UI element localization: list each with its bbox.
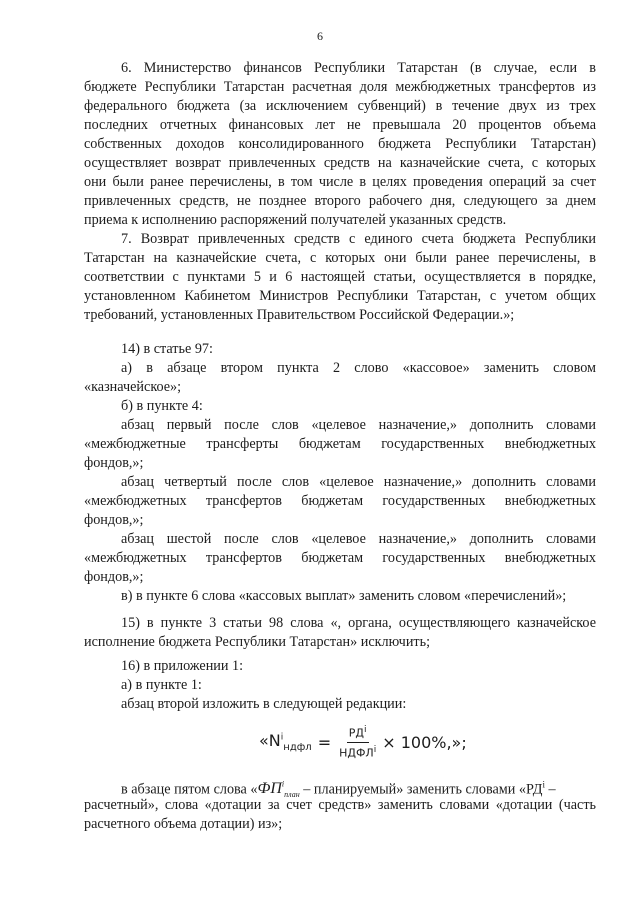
text-line: «межбюджетных трансфертов бюджетам государственных внебюджетных bbox=[84, 493, 596, 509]
text-line: абзац четвертый после слов «целевое назначение,» дополнить словами bbox=[121, 474, 596, 490]
text-line: «межбюджетных трансфертов бюджетам государственных внебюджетных bbox=[84, 550, 596, 566]
text-line: а) в абзаце втором пункта 2 слово «кассовое» заменить словом bbox=[121, 360, 596, 376]
text-line: а) в пункте 1: bbox=[121, 677, 202, 693]
text-line: абзац шестой после слов «целевое назначение,» дополнить словами bbox=[121, 531, 596, 547]
text-line: фондов,»; bbox=[84, 512, 144, 528]
text-line: абзац второй изложить в следующей редакции: bbox=[121, 696, 407, 712]
formula-equals: = bbox=[317, 732, 332, 752]
page-number: 6 bbox=[317, 29, 323, 43]
text-line: 14) в статье 97: bbox=[121, 341, 213, 357]
text-line: «казначейское»; bbox=[84, 379, 182, 395]
text-line: 6. Министерство финансов Республики Татарстан (в случае, если в bbox=[121, 60, 596, 76]
text-line: федерального бюджета (за исключением субвенций) в течение двух из трех bbox=[84, 98, 596, 114]
text-line: 15) в пункте 3 статьи 98 слова «, органа, осуществляющего казначейское bbox=[121, 615, 596, 631]
text-line: в) в пункте 6 слова «кассовых выплат» заменить словом «перечислений»; bbox=[121, 588, 567, 604]
formula bbox=[259, 725, 467, 759]
fraction-numerator: $РД^i$ bbox=[347, 725, 369, 743]
text-line: б) в пункте 4: bbox=[121, 398, 203, 414]
formula-fraction bbox=[339, 725, 376, 759]
fp-plan-symbol: $ФП^i_{план}$ bbox=[257, 780, 300, 800]
text-line: абзац первый после слов «целевое назначение,» дополнить словами bbox=[121, 417, 596, 433]
text-line: «межбюджетные трансферты бюджетам государственных внебюджетных bbox=[84, 436, 596, 452]
text-line: осуществляет возврат привлеченных средств на казначейские счета, с которых bbox=[84, 155, 596, 171]
text-line: 16) в приложении 1: bbox=[121, 658, 244, 674]
text-line: привлеченных средств, не позднее второго рабочего дня, следующего за днем bbox=[84, 193, 596, 209]
fraction-denominator: НДФЛ$^i$ bbox=[339, 744, 377, 760]
text-line: фондов,»; bbox=[84, 455, 144, 471]
text-line: фондов,»; bbox=[84, 569, 144, 585]
text-line: бюджете Республики Татарстан расчетная доля межбюджетных трансфертов из bbox=[84, 79, 596, 95]
text-line: соответствии с пунктами 5 и 6 настоящей статьи, осуществляется в порядке, bbox=[84, 269, 596, 285]
text-line: Татарстан на казначейские счета, с которых они были ранее перечислены, в bbox=[84, 250, 596, 266]
text-line: приема к исполнению распоряжений получателей указанных средств. bbox=[84, 212, 507, 228]
text-line: расчетного объема дотации) из»; bbox=[84, 816, 283, 832]
text-line: собственных доходов консолидированного бюджета Республики Татарстан) bbox=[84, 136, 596, 152]
text-line: последних отчетных финансовых лет не превышала 20 процентов объема bbox=[84, 117, 596, 133]
text-line: 7. Возврат привлеченных средств с единого счета бюджета Республики bbox=[121, 231, 596, 247]
formula-lhs: «$N^i_{ндфл}$ bbox=[259, 731, 312, 754]
text-line: требований, установленных Правительством Российской Федерации.»; bbox=[84, 307, 515, 323]
text-line: они были ранее перечислены, в том числе в целях проведения операций за счет bbox=[84, 174, 596, 190]
text-line: расчетный», слова «дотации за счет средств» заменить словами «дотации (часть bbox=[84, 797, 596, 813]
formula-tail: × 100%,»; bbox=[382, 732, 467, 752]
text-line: в абзаце пятом слова «$ФП^i_{план}$ – планируемый» заменить словами «$РД^i$ – bbox=[121, 779, 556, 800]
text-line: исполнение бюджета Республики Татарстан» исключить; bbox=[84, 634, 431, 650]
text-line: установленном Кабинетом Министров Республики Татарстан, с учетом общих bbox=[84, 288, 596, 304]
